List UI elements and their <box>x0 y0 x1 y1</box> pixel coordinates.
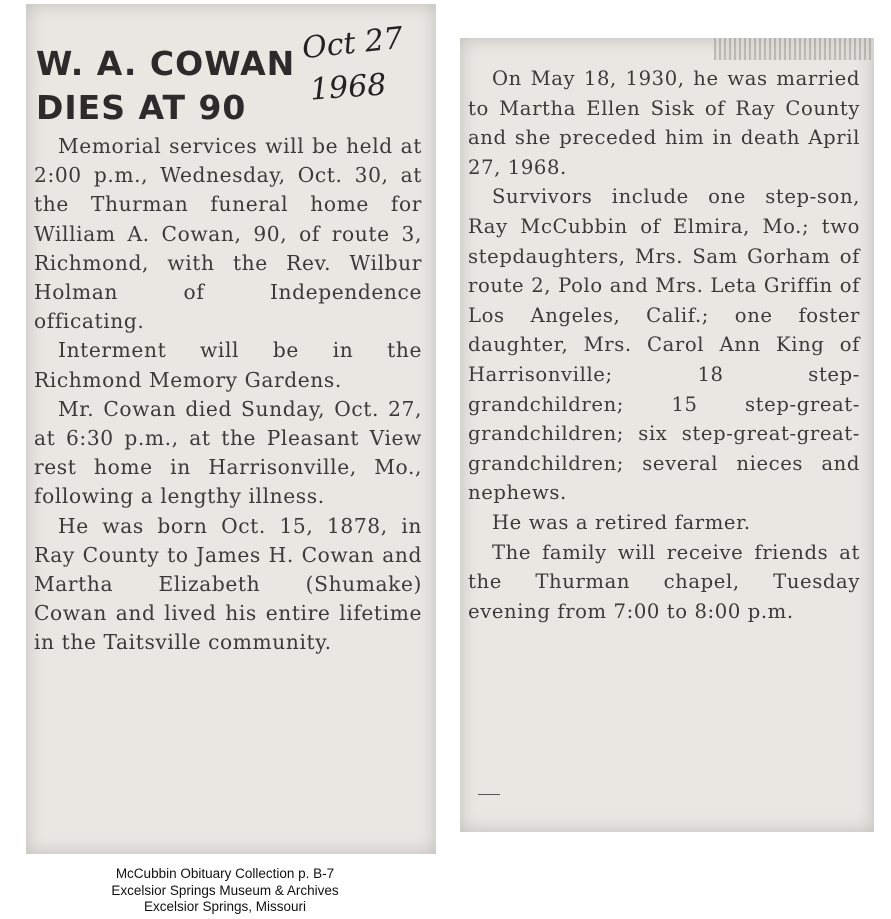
end-rule <box>478 794 500 795</box>
right-article-body <box>468 64 860 626</box>
paragraph-marriage: On May 18, 1930, he was married to Martha Ellen Sisk of Ray County and she preceded him in death April 27, 1968. <box>468 67 860 179</box>
right-newspaper-clipping <box>460 38 874 832</box>
caption-line-1: McCubbin Obituary Collection p. B-7 <box>115 866 335 881</box>
handwritten-date-year: 1968 <box>308 67 388 108</box>
headline-line-1: W. A. COWAN <box>36 44 296 83</box>
paragraph-death: Mr. Cowan died Sunday, Oct. 27, at 6:30 p.m., at the Pleasant View rest home in Harrisonville, Mo., following a lengthy illness. <box>34 396 422 509</box>
left-newspaper-clipping <box>26 4 436 854</box>
caption-line-3: Excelsior Springs, Missouri <box>143 899 307 914</box>
handwritten-date-month-day: Oct 27 <box>300 20 405 67</box>
headline-line-2: DIES AT 90 <box>36 88 247 127</box>
caption-line-2: Excelsior Springs Museum & Archives <box>111 882 339 898</box>
collection-caption <box>0 866 450 916</box>
paragraph-occupation: He was a retired farmer. <box>492 510 751 534</box>
paragraph-memorial-services: Memorial services will be held at 2:00 p.m., Wednesday, Oct. 30, at the Thurman funeral home for William A. Cowan, 90, of route 3, Richmond, with the Rev. Wilbur Holman of Independence officating. <box>34 134 422 334</box>
paragraph-birth: He was born Oct. 15, 1878, in Ray County to James H. Cowan and Martha Elizabeth (Shumake) Cowan and lived his entire lifetime in the Taitsville community. <box>34 513 422 655</box>
left-article-body <box>34 132 422 658</box>
paragraph-visitation: The family will receive friends at the Thurman chapel, Tuesday evening from 7:00 to 8:00 p.m. <box>468 540 860 623</box>
paragraph-interment: Interment will be in the Richmond Memory Gardens. <box>34 338 422 392</box>
clipping-torn-edge <box>714 38 874 60</box>
paragraph-survivors: Survivors include one step-son, Ray McCubbin of Elmira, Mo.; two stepdaughters, Mrs. Sam Gorham of route 2, Polo and Mrs. Leta Griffin of Los Angeles, Calif.; one foster daughter, Mrs. Carol Ann King of Harrisonville; 18 step-grandchildren; 15 step-great-grandchildren; six step-great-great-grandchildren; several nieces and nephews. <box>468 185 860 505</box>
